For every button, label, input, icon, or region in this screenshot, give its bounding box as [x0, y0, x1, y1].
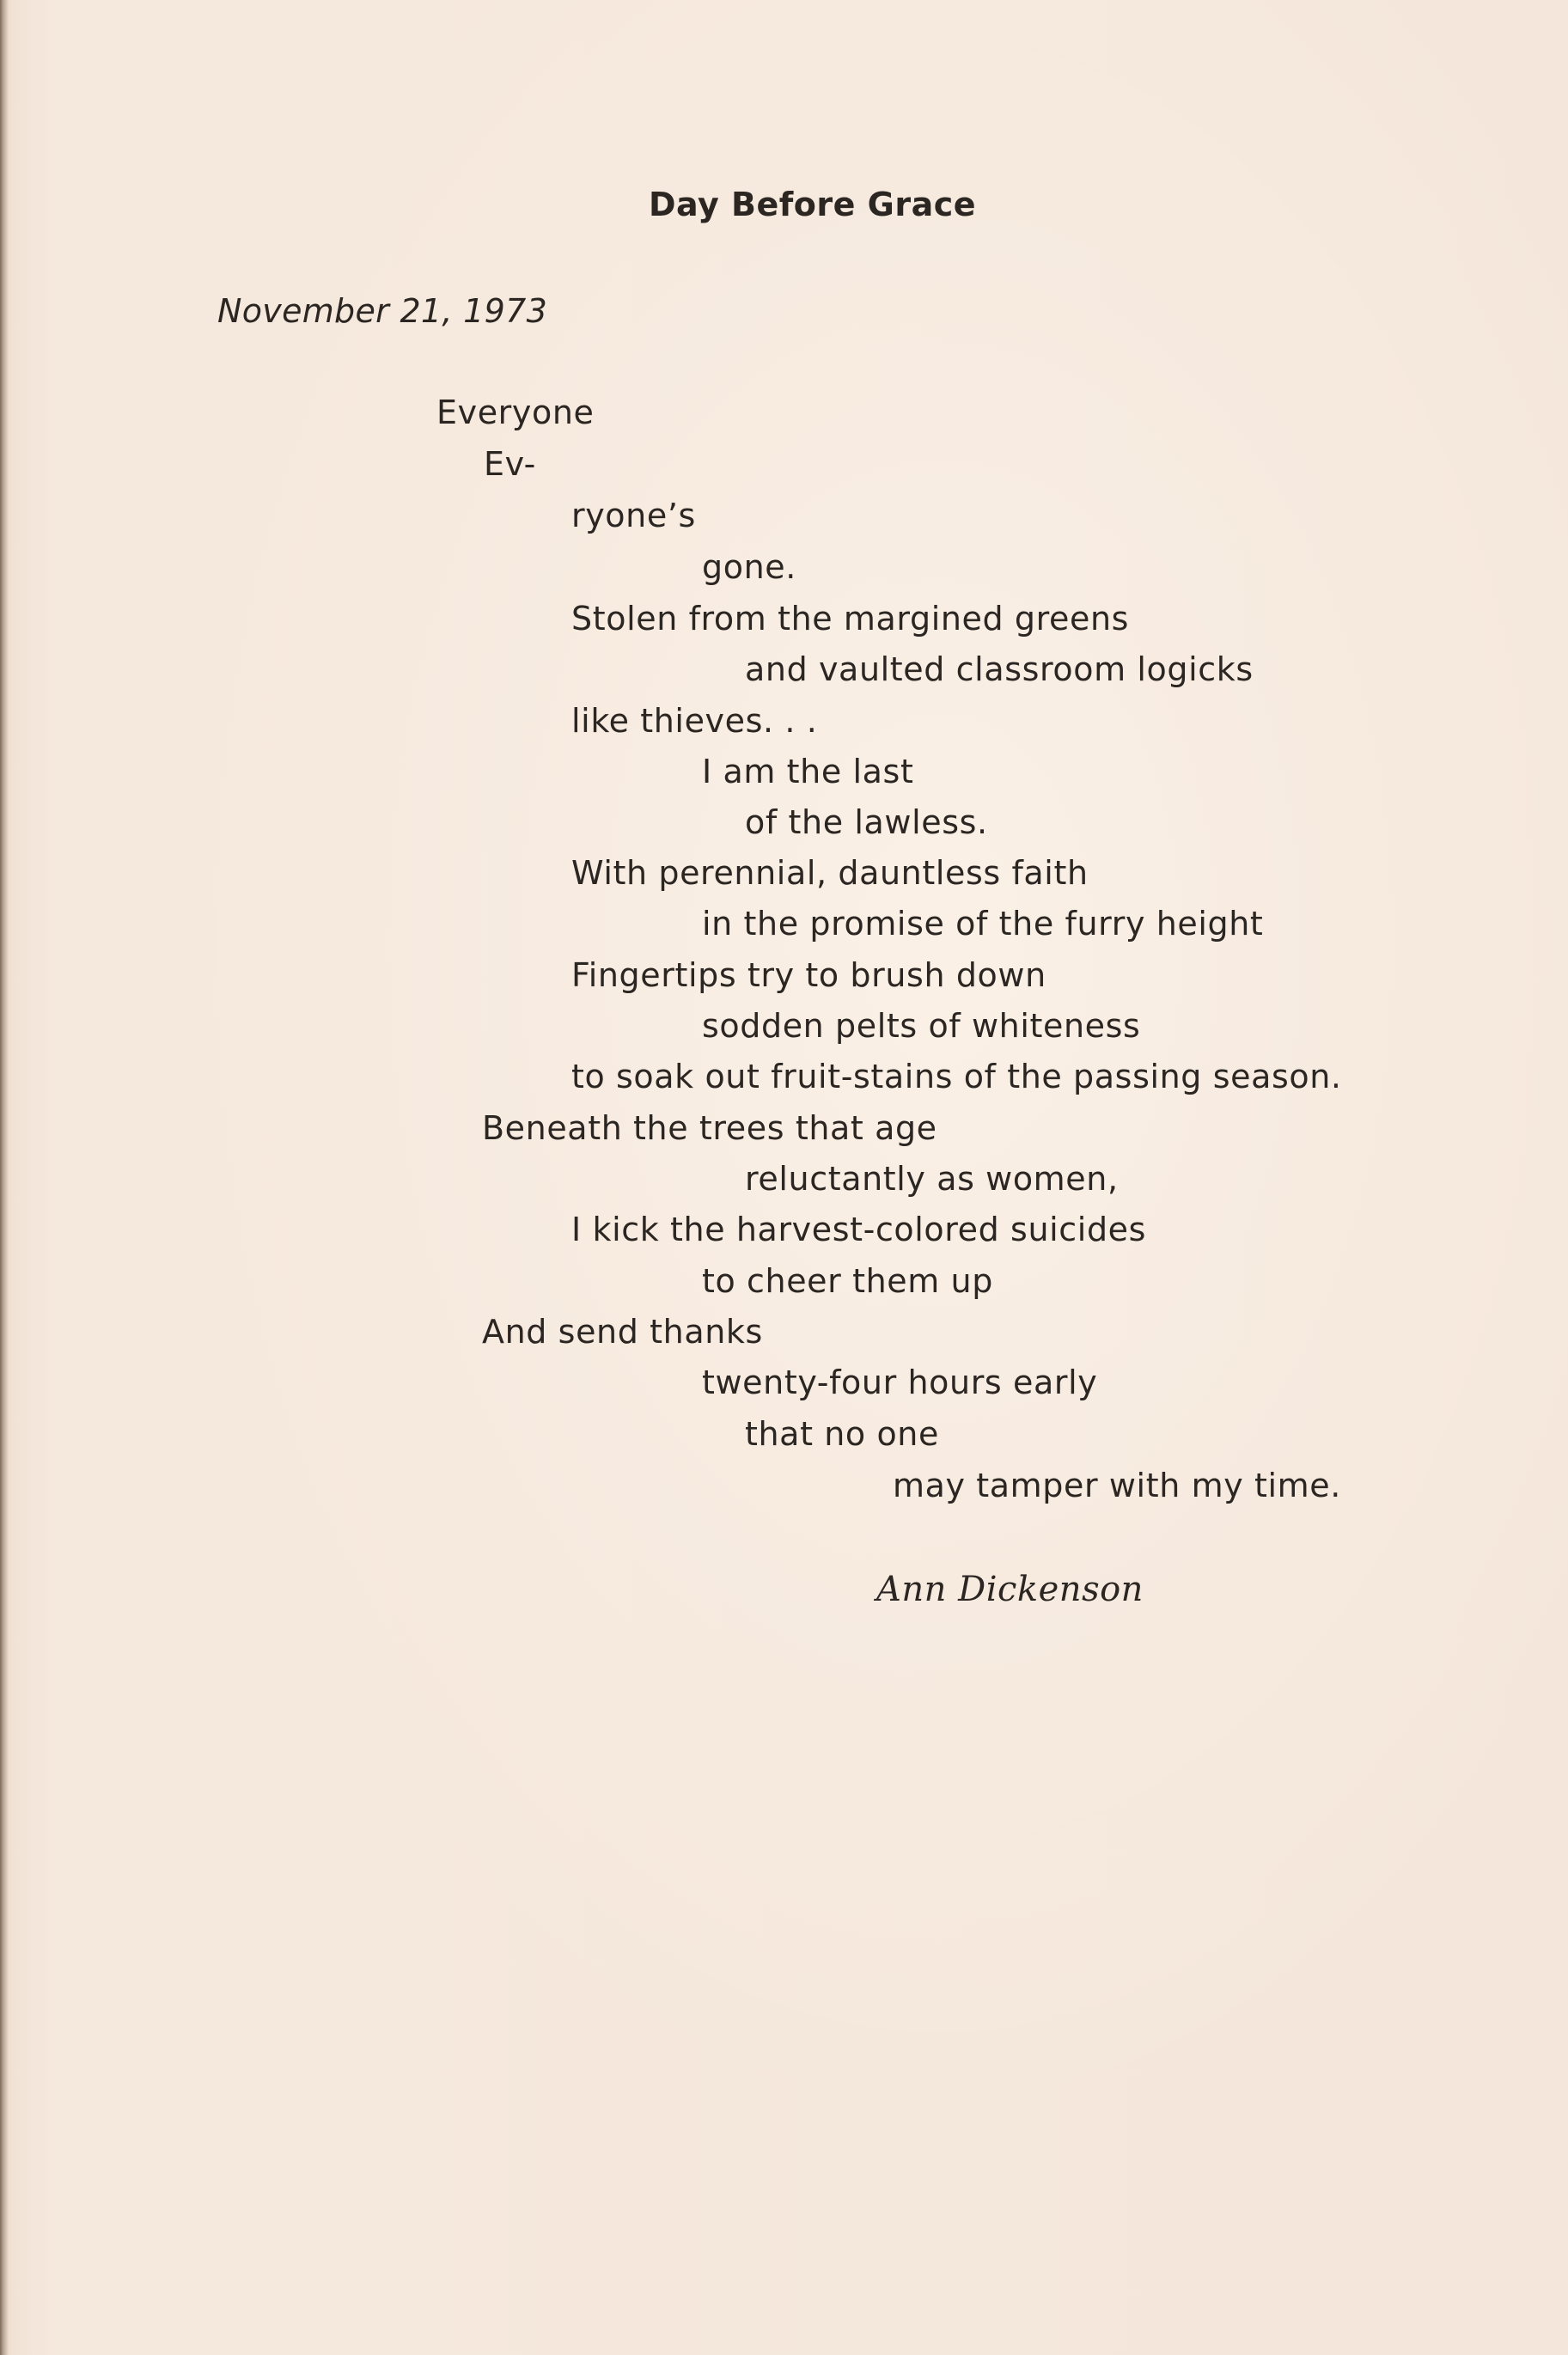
poem-date: November 21, 1973: [217, 292, 548, 330]
poem-line: reluctantly as women,: [745, 1160, 1119, 1198]
poem-line: to soak out fruit-stains of the passing season.: [571, 1058, 1342, 1095]
poem-line: ryone’s: [571, 497, 696, 534]
poem-line: may tamper with my time.: [893, 1467, 1341, 1504]
poem-line: twenty-four hours early: [702, 1364, 1098, 1401]
poem-line: gone.: [702, 548, 796, 586]
poem-line: Ev-: [484, 445, 536, 483]
poem-line: Everyone: [436, 394, 595, 431]
poem-line: I am the last: [702, 753, 914, 790]
poem-line: in the promise of the furry height: [702, 905, 1264, 943]
poem-line: I kick the harvest-colored suicides: [571, 1211, 1147, 1248]
poem-title: Day Before Grace: [649, 186, 977, 223]
poem-line: of the lawless.: [745, 803, 988, 841]
poem-line: and vaulted classroom logicks: [745, 650, 1254, 688]
poem-line: to cheer them up: [702, 1262, 993, 1300]
poem-line: Fingertips try to brush down: [571, 956, 1046, 994]
poem-line: And send thanks: [482, 1313, 763, 1351]
poem-line: like thieves. . .: [571, 702, 818, 740]
page-spine-edge: [0, 0, 9, 2355]
poem-line: sodden pelts of whiteness: [702, 1007, 1141, 1045]
poem-author-signature: Ann Dickenson: [876, 1570, 1144, 1609]
poem-line: With perennial, dauntless faith: [571, 854, 1089, 892]
poem-line: Beneath the trees that age: [482, 1109, 937, 1147]
poem-line: that no one: [745, 1415, 939, 1453]
poem-line: Stolen from the margined greens: [571, 600, 1130, 638]
